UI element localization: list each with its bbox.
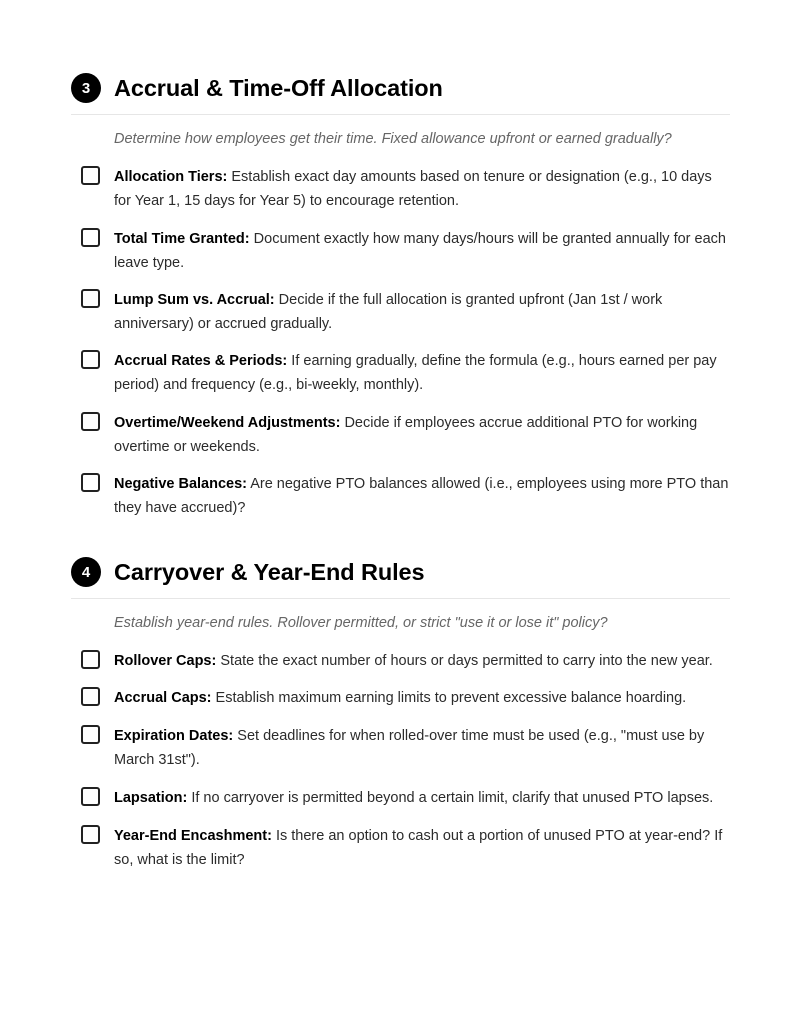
checklist-item-text xyxy=(114,350,732,397)
item-label: Total Time Granted: xyxy=(114,231,250,247)
checkbox[interactable] xyxy=(81,412,100,431)
section-intro: Determine how employees get their time. Fixed allowance upfront or earned gradually? xyxy=(114,131,672,147)
item-description: Establish maximum earning limits to prevent excessive balance hoarding. xyxy=(211,690,687,706)
item-label: Year-End Encashment: xyxy=(114,828,272,844)
checklist-item-text xyxy=(114,473,732,520)
item-description: Decide if the full allocation is granted upfront (Jan 1st / work anniversary) or accrued gradually. xyxy=(114,292,663,332)
item-description: Is there an option to cash out a portion of unused PTO at year-end? If so, what is the limit? xyxy=(114,828,723,868)
section-number-badge: 3 xyxy=(71,73,101,103)
item-description: Establish exact day amounts based on tenure or designation (e.g., 10 days for Year 1, 15 days for Year 5) to encourage retention. xyxy=(114,169,712,209)
item-description: Decide if employees accrue additional PTO for working overtime or weekends. xyxy=(114,415,698,455)
section-title: Accrual & Time-Off Allocation xyxy=(114,74,443,101)
section-number-badge: 4 xyxy=(71,557,101,587)
checkbox[interactable] xyxy=(81,725,100,744)
item-label: Overtime/Weekend Adjustments: xyxy=(114,415,341,431)
checkbox[interactable] xyxy=(81,166,100,185)
item-label: Rollover Caps: xyxy=(114,653,217,669)
checkbox[interactable] xyxy=(81,289,100,308)
checkbox[interactable] xyxy=(81,228,100,247)
item-description: State the exact number of hours or days permitted to carry into the new year. xyxy=(216,653,713,669)
section-header xyxy=(71,552,730,592)
checkbox[interactable] xyxy=(81,350,100,369)
checklist-item-text xyxy=(114,787,732,811)
checklist-item-text xyxy=(114,289,732,336)
checklist-item-text xyxy=(114,166,732,213)
checklist-item-text xyxy=(114,825,732,872)
checkbox[interactable] xyxy=(81,473,100,492)
item-description: If no carryover is permitted beyond a certain limit, clarify that unused PTO lapses. xyxy=(187,790,714,806)
item-description: Document exactly how many days/hours will be granted annually for each leave type. xyxy=(114,231,726,271)
section-accrual xyxy=(71,68,730,516)
checklist-item-text xyxy=(114,412,732,459)
checkbox[interactable] xyxy=(81,650,100,669)
item-description: Are negative PTO balances allowed (i.e., employees using more PTO than they have accrued)? xyxy=(114,476,729,516)
checklist-item-text xyxy=(114,687,732,711)
item-label: Lapsation: xyxy=(114,790,188,806)
checkbox[interactable] xyxy=(81,787,100,806)
item-label: Allocation Tiers: xyxy=(114,169,228,185)
item-description: If earning gradually, define the formula (e.g., hours earned per pay period) and frequency (e.g., bi-weekly, monthly). xyxy=(114,353,717,393)
item-label: Accrual Rates & Periods: xyxy=(114,353,288,369)
checklist-item-text xyxy=(114,228,732,275)
checklist-item-text xyxy=(114,725,732,772)
item-label: Lump Sum vs. Accrual: xyxy=(114,292,275,308)
section-carryover xyxy=(71,552,730,868)
section-header xyxy=(71,68,730,108)
item-label: Accrual Caps: xyxy=(114,690,212,706)
item-label: Expiration Dates: xyxy=(114,728,234,744)
section-divider xyxy=(71,114,730,115)
item-description: Set deadlines for when rolled-over time must be used (e.g., "must use by March 31st"). xyxy=(114,728,705,768)
checkbox[interactable] xyxy=(81,825,100,844)
item-label: Negative Balances: xyxy=(114,476,247,492)
section-intro: Establish year-end rules. Rollover permitted, or strict "use it or lose it" policy? xyxy=(114,615,608,631)
checklist-item-text xyxy=(114,650,732,674)
section-divider xyxy=(71,598,730,599)
checkbox[interactable] xyxy=(81,687,100,706)
section-title: Carryover & Year-End Rules xyxy=(114,558,425,585)
